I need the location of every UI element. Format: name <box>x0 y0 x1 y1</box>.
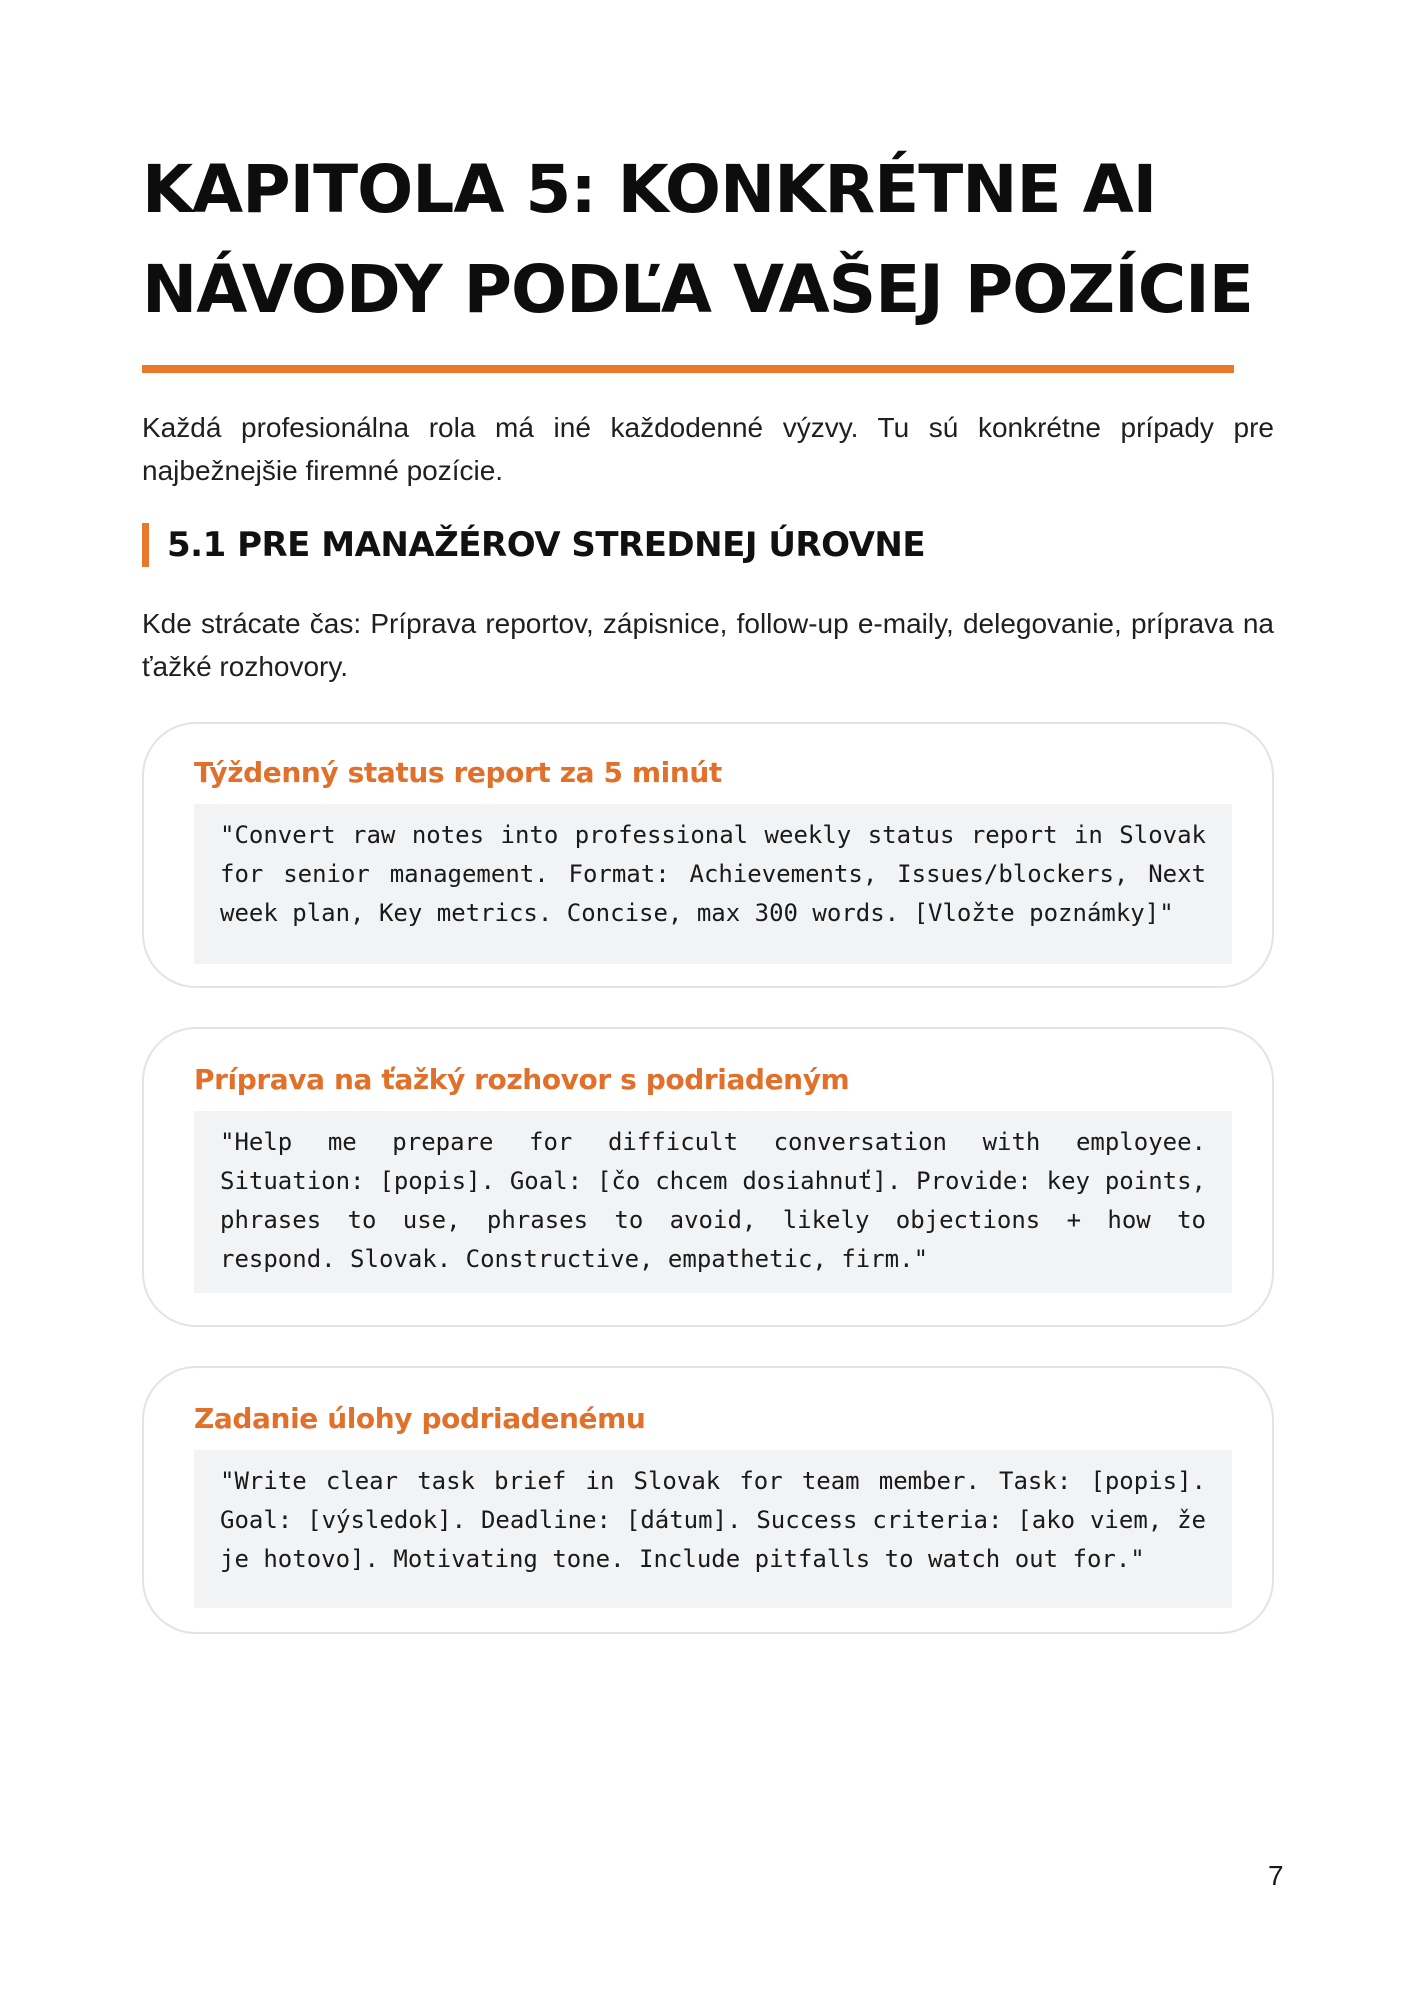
chapter-intro: Každá profesionálna rola má iné každodenné výzvy. Tu sú konkrétne prípady pre najbežnejšie firemné pozície. <box>142 412 1274 486</box>
prompt-card-title: Zadanie úlohy podriadenému <box>194 1402 646 1435</box>
title-underline <box>142 365 1234 373</box>
prompt-code-block: "Write clear task brief in Slovak for team member. Task: [popis]. Goal: [výsledok]. Deadline: [dátum]. Success criteria: [ako viem, že je hotovo]. Motivating tone. Include pitfalls to watch out for." <box>194 1450 1232 1608</box>
prompt-code-block: "Help me prepare for difficult conversation with employee. Situation: [popis]. Goal: [čo chcem dosiahnuť]. Provide: key points, phrases to use, phrases to avoid, likely objections + how to respond. Slovak. Constructive, empathetic, firm." <box>194 1111 1232 1293</box>
prompt-card-title: Príprava na ťažký rozhovor s podriadeným <box>194 1063 850 1096</box>
prompt-card <box>142 1027 1274 1327</box>
section-heading <box>142 522 925 568</box>
chapter-title: KAPITOLA 5: KONKRÉTNE AI NÁVODY PODĽA VAŠEJ POZÍCIE <box>142 151 1253 328</box>
prompt-card <box>142 722 1274 988</box>
section-heading-text: 5.1 PRE MANAŽÉROV STREDNEJ ÚROVNE <box>167 525 926 565</box>
prompt-card-title: Týždenný status report za 5 minút <box>194 756 722 789</box>
page-number: 7 <box>1268 1860 1284 1891</box>
time-loss-paragraph: Kde strácate čas: Príprava reportov, zápisnice, follow-up e-maily, delegovanie, príprava na ťažké rozhovory. <box>142 608 1274 682</box>
prompt-code-block: "Convert raw notes into professional weekly status report in Slovak for senior management. Format: Achievements, Issues/blockers, Next week plan, Key metrics. Concise, max 300 words. [Vložte poznámky]" <box>194 804 1232 964</box>
prompt-card <box>142 1366 1274 1634</box>
section-accent-bar <box>142 523 149 567</box>
